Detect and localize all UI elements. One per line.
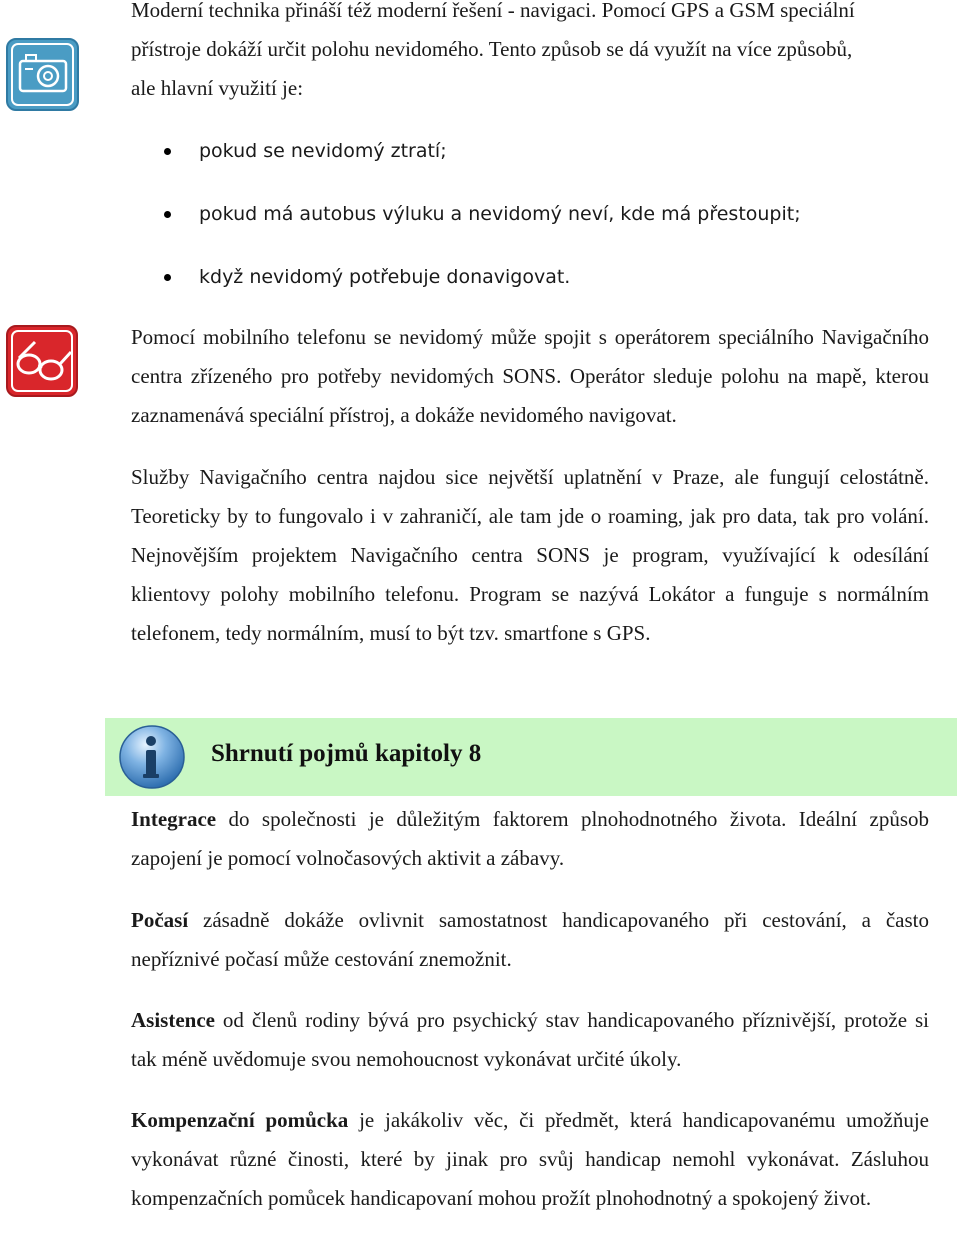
term-label: Kompenzační pomůcka: [131, 1108, 349, 1132]
list-item: pokud se nevidomý ztratí;: [131, 130, 801, 193]
term-paragraph-integrace: [131, 800, 929, 878]
intro-paragraph: [131, 0, 929, 108]
term-label: Integrace: [131, 807, 217, 831]
term-text: do společnosti je důležitým faktorem plnohodnotného života. Ideální způsob zapojení je pomocí volnočasových aktivit a zábavy.: [131, 807, 929, 870]
summary-heading-bar: [105, 718, 957, 796]
info-icon: [117, 723, 187, 791]
term-paragraph-kompenzacni: [131, 1101, 929, 1218]
glasses-icon: [5, 324, 79, 398]
term-paragraph-asistence: [131, 1001, 929, 1079]
intro-line-1: Moderní technika přináší též moderní řešení - navigaci. Pomocí GPS a GSM speciální: [131, 0, 855, 22]
list-item: pokud má autobus výluku a nevidomý neví, kde má přestoupit;: [131, 193, 801, 256]
intro-line-2: přístroje dokáží určit polohu nevidomého. Tento způsob se dá využít na více způsobů,: [131, 37, 853, 61]
camera-icon: [5, 37, 80, 112]
sons-paragraph: Pomocí mobilního telefonu se nevidomý může spojit s operátorem speciálního Navigačního centra zřízeného pro potřeby nevidomých SONS. Operátor sleduje polohu na mapě, kterou zaznamenává speciální přístroj, a dokáže nevidomého navigovat.: [131, 325, 929, 427]
services-paragraph: Služby Navigačního centra najdou sice největší uplatnění v Praze, ale fungují celostátně. Teoreticky by to fungovalo i v zahraničí, ale tam jde o roaming, jak pro data, tak pro volání. Nejnovějším projektem Navigačního centra SONS je program, využívající k odesílání klientovy polohy mobilního telefonu. Program se nazývá Lokátor a funguje s normálním telefonem, tedy normálním, musí to být tzv. smartfone s GPS.: [131, 465, 929, 645]
term-label: Asistence: [131, 1008, 215, 1032]
term-paragraph-pocasi: [131, 901, 929, 979]
term-label: Počasí: [131, 908, 189, 932]
term-text: je jakákoliv věc, či předmět, která handicapovanému umožňuje vykonávat různé činosti, které by jinak pro svůj handicap nemohl vykonávat. Zásluhou kompenzačních pomůcek handicapovaní mohou prožít plnohodnotný a spokojený život.: [131, 1108, 929, 1210]
term-text: od členů rodiny bývá pro psychický stav handicapovaného příznivější, protože si tak méně uvědomuje svou nemohoucnost vykonávat určité úkoly.: [131, 1008, 929, 1071]
list-item: když nevidomý potřebuje donavigovat.: [131, 256, 801, 319]
term-text: zásadně dokáže ovlivnit samostatnost handicapovaného při cestování, a často nepříznivé počasí může cestování znemožnit.: [131, 908, 929, 971]
summary-title: Shrnutí pojmů kapitoly 8: [211, 740, 482, 767]
usage-list: [131, 130, 801, 319]
intro-line-3: ale hlavní využití je:: [131, 76, 304, 100]
